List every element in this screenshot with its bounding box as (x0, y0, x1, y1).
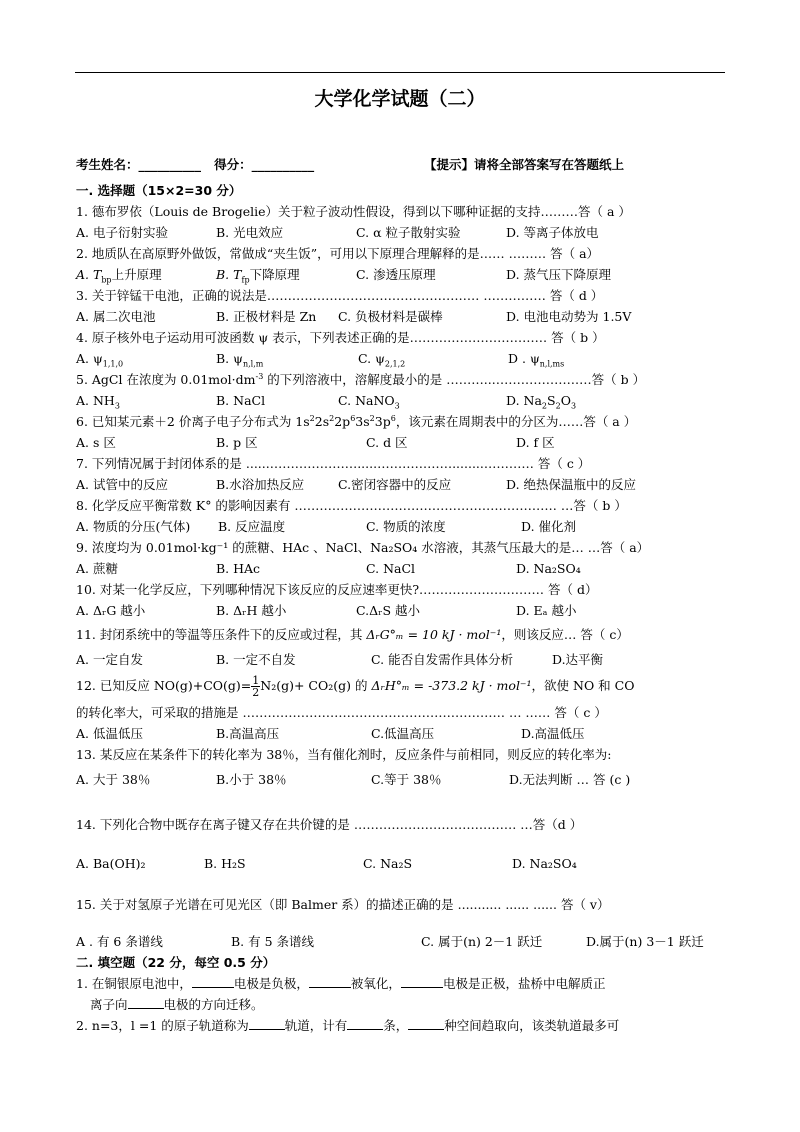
option-a: A. $NH_3$ (76, 393, 120, 411)
blank-input[interactable] (408, 1015, 444, 1030)
option-b: B.水浴加热反应 (216, 477, 305, 492)
section-choice: 一. 选择题（15×2=30 分） (76, 183, 242, 198)
options-6 (76, 432, 726, 453)
blank-input[interactable] (309, 973, 351, 988)
option-a: A. $T_{bp}$上升原理 (76, 267, 162, 285)
name-label: 考生姓名：__________ (76, 157, 202, 172)
options-14 (76, 853, 726, 874)
option-d: D. 催化剂 (521, 519, 577, 534)
options-8 (76, 516, 726, 537)
option-a: A. 物质的分压(气体) (76, 519, 191, 534)
option-b: B. $\psi_{n,l,m}$ (216, 351, 264, 369)
blank-input[interactable] (347, 1015, 383, 1030)
option-d: D. 等离子体放电 (506, 225, 599, 240)
option-c: C. α 粒子散射实验 (356, 225, 461, 240)
option-d: D.属于(n) 3－1 跃迁 (586, 934, 704, 949)
option-b: B. ΔᵣH 越小 (216, 603, 287, 618)
question-12-cont: 的转化率大，可采取的措施是 ……………………………………………………… … …… 答（ c ） (76, 705, 607, 720)
fill-question-2: 2. n=3，l =1 的原子轨道称为 轨道，计有 条， 种空间趋取向，该类轨道最多可 (76, 1015, 726, 1036)
option-b: B. NaCl (216, 393, 266, 408)
option-c: C.ΔᵣS 越小 (356, 603, 420, 618)
option-a: A. 低温低压 (76, 726, 143, 741)
option-a: A. s 区 (76, 435, 116, 450)
option-a: A. 一定自发 (76, 652, 143, 667)
option-c: C. 能否自发需作具体分析 (371, 652, 514, 667)
option-d: D. Na₂SO₄ (516, 561, 581, 576)
option-d: D . $\psi_{n,l,ms}$ (508, 351, 565, 369)
question-4: 4. 原子核外电子运动用可波函数 ψ 表示，下列表述正确的是…………………………… 答（ b ） (76, 330, 605, 345)
option-b: B. H₂S (204, 856, 246, 871)
option-b: B. $T_{fp}$下降原理 (216, 267, 300, 285)
option-c: C. $\psi_{2,1,2}$ (358, 351, 406, 369)
option-c: C. 负极材料是碳棒 (338, 309, 443, 324)
option-d: D. f 区 (516, 435, 555, 450)
option-d: D. 电池电动势为 1.5V (506, 309, 632, 324)
option-c: C.等于 38％ (371, 772, 442, 787)
top-rule (75, 72, 725, 73)
options-7 (76, 474, 726, 495)
blank-input[interactable] (401, 973, 443, 988)
question-7: 7. 下列情况属于封闭体系的是 ......………………….....………………........………… 答（ c ） (76, 456, 591, 471)
option-a: A. $\psi_{1,1,0}$ (76, 351, 124, 369)
option-c: C. 物质的浓度 (366, 519, 446, 534)
option-b: B. 一定不自发 (216, 652, 296, 667)
option-a: A. Ba(OH)₂ (76, 856, 146, 871)
option-d: D.无法判断 … 答 (c ) (509, 772, 631, 787)
option-a: A. ΔᵣG 越小 (76, 603, 146, 618)
fill-question-1-cont: 离子向 电极的方向迁移。 (76, 994, 726, 1015)
option-c: C. 渗透压原理 (356, 267, 436, 282)
question-10: 10. 对某一化学反应，下列哪种情况下该反应的反应速率更快?………………………… 答（ d） (76, 582, 598, 597)
option-a: A. 电子衍射实验 (76, 225, 168, 240)
options-11 (76, 649, 726, 670)
options-13 (76, 769, 726, 790)
question-2: 2. 地质队在高原野外做饭，常做成“夹生饭”，可用以下原理合理解释的是…… ……… 答（ a） (76, 246, 600, 261)
question-12: 12. 已知反应 NO(g)+CO(g)= $\frac{1}{2}$ N₂(g)+ CO₂(g) 的 ΔᵣH°ₘ = -373.2 kJ · mol⁻¹，欲使 NO 和 CO (76, 674, 635, 699)
section-fill: 二. 填空题（22 分，每空 0.5 分） (76, 955, 276, 970)
question-5: 5. AgCl 在浓度为 $0.01mol\cdot dm^{-3}$ 的下列溶液中，溶解度最小的是 ………..……………………答（ b ） (76, 371, 646, 387)
options-4 (76, 348, 726, 369)
option-b: B. p 区 (216, 435, 258, 450)
option-c: C. Na₂S (363, 856, 413, 871)
question-11: 11. 封闭系统中的等温等压条件下的反应或过程，其 ΔᵣG°ₘ = 10 kJ · mol⁻¹，则该反应… 答（ c） (76, 627, 629, 642)
question-1: 1. 德布罗依（Louis de Brogelie）关于粒子波动性假设，得到以下哪种证据的支持………答（ a ） (76, 204, 631, 219)
option-c: C. NaCl (366, 561, 416, 576)
exam-header (76, 155, 726, 173)
option-b: B. 光电效应 (216, 225, 284, 240)
options-10 (76, 600, 726, 621)
option-d: D. 蒸气压下降原理 (506, 267, 612, 282)
question-15: 15. 关于对氢原子光谱在可见光区（即 Balmer 系）的描述正确的是 ........... ...... ...... 答（ v） (76, 897, 610, 912)
option-b: B. HAc (216, 561, 261, 576)
exam-body (76, 180, 726, 1036)
page-title: 大学化学试题（二） (314, 88, 486, 110)
options-1 (76, 222, 726, 243)
option-c: C. 属于(n) 2－1 跃迁 (421, 934, 543, 949)
options-12 (76, 723, 726, 744)
option-b: B. 反应温度 (218, 519, 286, 534)
option-b: B. 有 5 条谱线 (231, 934, 315, 949)
options-2 (76, 264, 726, 285)
option-d: D.高温低压 (521, 726, 585, 741)
score-label: 得分：__________ (214, 157, 315, 172)
option-a: A . 有 6 条谱线 (76, 934, 163, 949)
option-b: B. 正极材料是 Zn (216, 309, 317, 324)
option-a: A. 试管中的反应 (76, 477, 168, 492)
option-c: C.低温高压 (371, 726, 435, 741)
option-a: A. 大于 38％ (76, 772, 151, 787)
option-a: A. 蔗糖 (76, 561, 118, 576)
option-d: D. 绝热保温瓶中的反应 (506, 477, 637, 492)
blank-input[interactable] (192, 973, 234, 988)
option-b: B.高温高压 (216, 726, 280, 741)
option-a: A. 属二次电池 (76, 309, 156, 324)
option-b: B.小于 38％ (216, 772, 287, 787)
option-d: D. Na₂SO₄ (512, 856, 577, 871)
hint-text: 【提示】请将全部答案写在答题纸上 (424, 157, 625, 172)
option-c: C.密闭容器中的反应 (338, 477, 452, 492)
question-13: 13. 某反应在某条件下的转化率为 38％，当有催化剂时，反应条件与前相同，则反应的转化率为: (76, 747, 612, 762)
option-c: C. d 区 (366, 435, 408, 450)
option-c: C. NaNO$_3$ (338, 393, 400, 411)
options-15 (76, 931, 726, 952)
question-3: 3. 关于锌锰干电池，正确的说法是…………………………………………… …………… 答（ d ） (76, 288, 604, 303)
question-6: 6. 已知某元素＋2 价离子电子分布式为 $1s^22s^22p^63s^23p^6$，该元素在周期表中的分区为……答（ a ） (76, 413, 637, 429)
options-3 (76, 306, 726, 327)
options-9 (76, 558, 726, 579)
blank-input[interactable] (128, 994, 164, 1009)
fill-question-1: 1. 在铜银原电池中， 电极是负极， 被氧化， 电极是正极，盐桥中电解质正 (76, 973, 726, 994)
blank-input[interactable] (249, 1015, 285, 1030)
option-d: D. Eₐ 越小 (516, 603, 577, 618)
option-d: D.达平衡 (552, 652, 604, 667)
question-14: 14. 下列化合物中既存在离子键又存在共价键的是 ………………………………… …答（d ） (76, 817, 583, 832)
option-d: D. $Na_2S_2O_3$ (506, 393, 577, 411)
options-5 (76, 390, 726, 411)
question-8: 8. 化学反应平衡常数 K° 的影响因素有 ……………………………………………………… …答（ b ） (76, 498, 627, 513)
question-9: 9. 浓度均为 0.01mol·kg⁻¹ 的蔗糖、HAc 、NaCl、Na₂SO₄ 水溶液，其蒸气压最大的是… …答（ a） (76, 540, 650, 555)
